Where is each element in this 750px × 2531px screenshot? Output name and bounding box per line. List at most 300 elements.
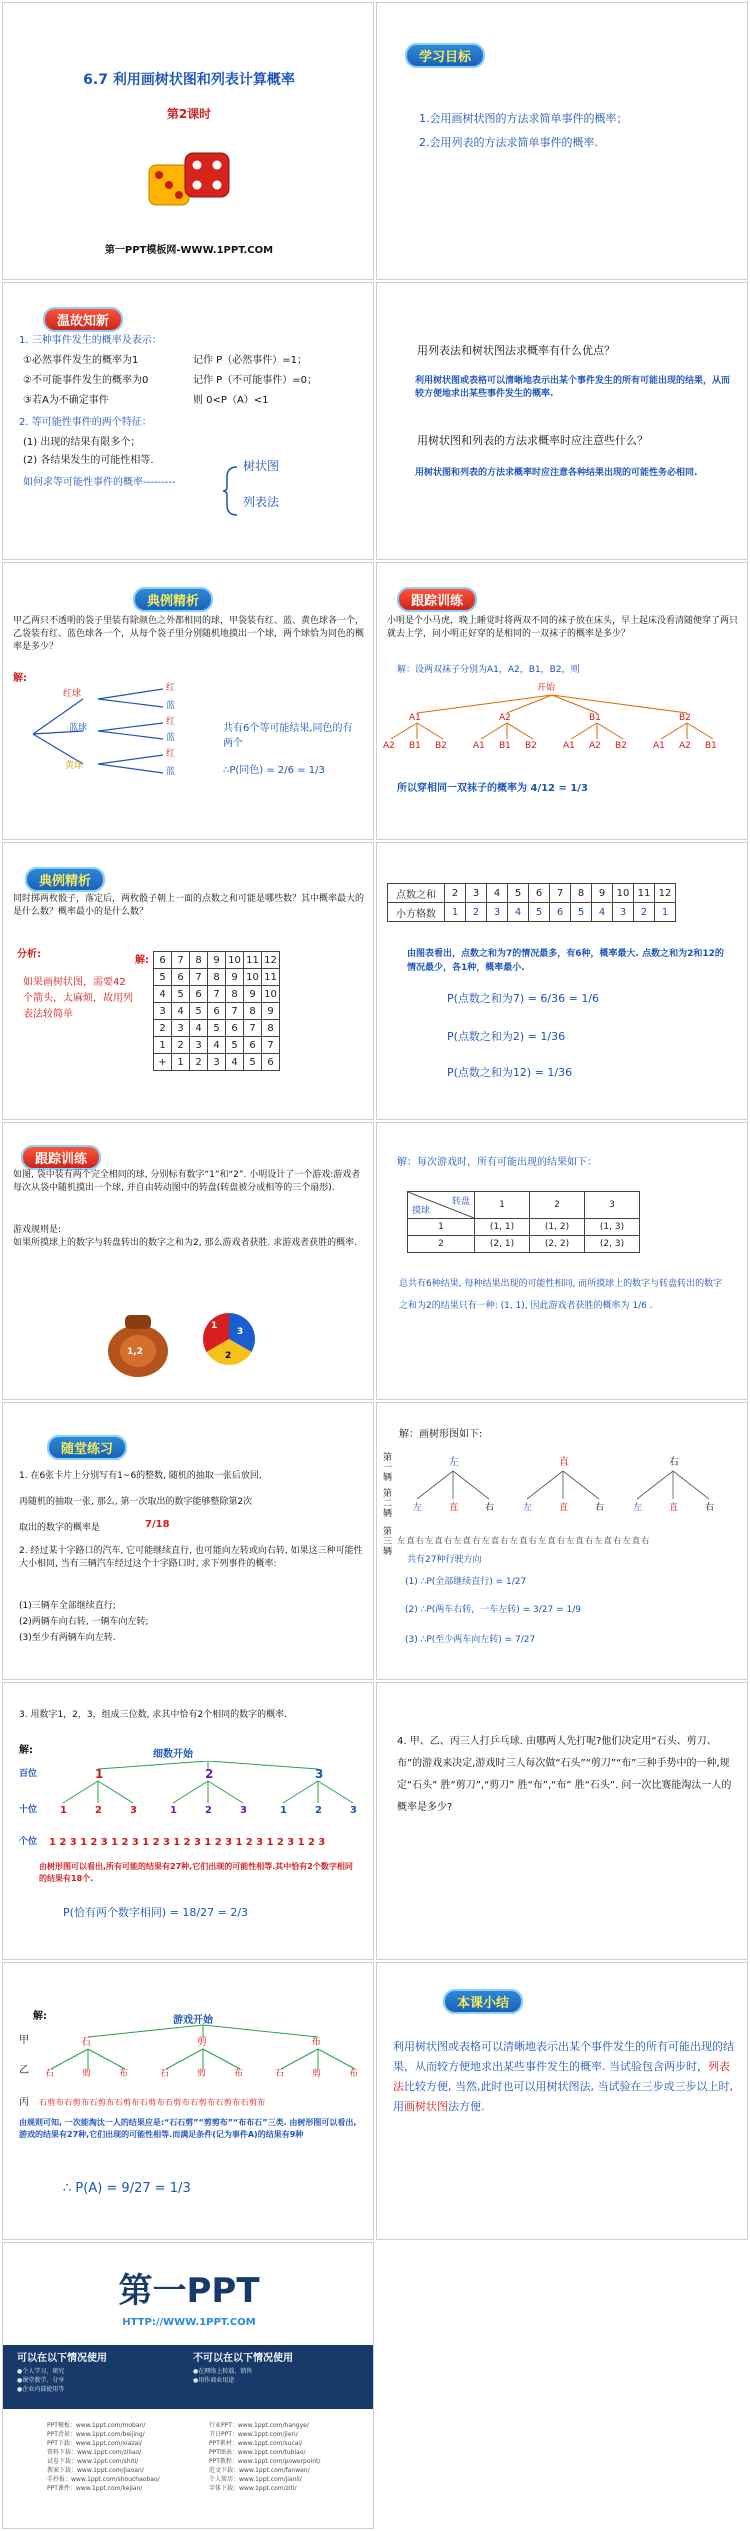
tree-node: 红球 bbox=[63, 689, 82, 699]
tree-node: 2 bbox=[205, 1805, 212, 1816]
resource-link[interactable]: 试卷下载：www.1ppt.com/shiti/ bbox=[47, 2458, 139, 2465]
table-cell: 4 bbox=[592, 903, 613, 922]
slide-16-summary[interactable] bbox=[376, 1962, 748, 2240]
frequency-table bbox=[387, 883, 676, 922]
table-cell: 点数之和 bbox=[388, 884, 445, 903]
event-row-right: 则 0<P（A）<1 bbox=[193, 395, 269, 406]
digits-formula: P(恰有两个数字相同) = 18/27 = 2/3 bbox=[63, 1906, 249, 1919]
analysis-label: 分析: bbox=[17, 949, 41, 960]
table-cell: 10 bbox=[262, 986, 280, 1003]
practice-problem: 小明是个小马虎，晚上睡觉时将两双不同的袜子放在床头，早上起床没看清随便穿了两只就去上学，问小明正好穿的是相同的一双袜子的概率是多少？ bbox=[387, 616, 739, 639]
table-cell: 7 bbox=[172, 952, 190, 969]
col-label: 1 bbox=[475, 1192, 530, 1219]
practice-solution: 解：设两双袜子分别为A1，A2，B1，B2，则 bbox=[397, 665, 580, 675]
table-cell: 7 bbox=[244, 1020, 262, 1037]
tree-intro: 解：画树形图如下: bbox=[399, 1429, 483, 1440]
tree-node: 布 bbox=[234, 2069, 244, 2079]
table-cell: 11 bbox=[634, 884, 655, 903]
slide-3-review[interactable] bbox=[2, 282, 374, 560]
table-cell: 10 bbox=[226, 952, 244, 969]
can-item: ●企业内部使用等 bbox=[17, 2386, 65, 2393]
game-problem: 如图, 袋中装有两个完全相同的球, 分别标有数字“1”和“2”. 小明设计了一个游戏:游戏者每次从袋中随机摸出一个球, 并自由转动图中的转盘(转盘被分成相等的三个扇形). bbox=[13, 1170, 361, 1193]
resource-link[interactable]: PPT模板：www.1ppt.com/moban/ bbox=[47, 2422, 146, 2429]
table-cell: 5 bbox=[226, 1037, 244, 1054]
game-rule: 如果所摸球上的数字与转盘转出的数字之和为2, 那么游戏者获胜. 求游戏者获胜的概率. bbox=[13, 1238, 358, 1248]
slide-8-result[interactable] bbox=[376, 842, 748, 1120]
table-row bbox=[154, 986, 280, 1003]
tree-node: 剪 bbox=[82, 2069, 92, 2079]
goals-banner: 学习目标 bbox=[405, 43, 485, 68]
table-row bbox=[154, 952, 280, 969]
table-cell: 9 bbox=[226, 969, 244, 986]
tree-node: 右 bbox=[669, 1457, 679, 1468]
tree-node: 3 bbox=[315, 1767, 324, 1781]
dice-banner: 典例精析 bbox=[25, 867, 105, 892]
can-item: ●课堂教学、分享 bbox=[17, 2377, 65, 2384]
tree-node: 剪 bbox=[312, 2069, 322, 2079]
table-cell: 2 bbox=[634, 903, 655, 922]
col-label: 2 bbox=[530, 1192, 585, 1219]
table-cell: 3 bbox=[190, 1037, 208, 1054]
table-cell: 5 bbox=[154, 969, 172, 986]
tree-leaf: 蓝 bbox=[166, 701, 176, 711]
table-cell: 4 bbox=[190, 1020, 208, 1037]
empty-area bbox=[376, 2242, 748, 2529]
corner-cell bbox=[408, 1192, 475, 1219]
tree-leaf: 红 bbox=[166, 683, 176, 693]
table-cell: 2 bbox=[466, 903, 487, 922]
outcome-cell: (2, 1) bbox=[475, 1236, 530, 1253]
table-cell: 6 bbox=[262, 1054, 280, 1071]
tree-node: 3 bbox=[130, 1805, 137, 1816]
event-row-right: 记作 P（不可能事件）=0； bbox=[193, 375, 317, 386]
tree-node: 石 bbox=[81, 2037, 91, 2048]
probability-formula: ∴P(同色) = 2/6 = 1/3 bbox=[223, 765, 325, 776]
solution-label: 解: bbox=[13, 673, 27, 684]
tree-node: 直 bbox=[669, 1503, 679, 1513]
exercise-q1c: 取出的数字的概率是 bbox=[19, 1523, 101, 1533]
col-head: 转盘 bbox=[451, 1197, 470, 1207]
tree-leaf: 红 bbox=[166, 749, 176, 759]
table-cell: 1 bbox=[154, 1037, 172, 1054]
cannot-title: 不可以在以下情况使用 bbox=[193, 2353, 293, 2364]
table-cell: 7 bbox=[550, 884, 571, 903]
dice-sum-table bbox=[153, 951, 280, 1071]
table-cell: 6 bbox=[244, 1037, 262, 1054]
tree-node: 石 bbox=[45, 2069, 55, 2079]
table-cell: 10 bbox=[244, 969, 262, 986]
tree-node: 2 bbox=[95, 1805, 102, 1816]
tree-node: 左 bbox=[633, 1503, 643, 1513]
review-heading-2: 2. 等可能性事件的两个特征： bbox=[19, 417, 152, 428]
bag-icon bbox=[103, 1303, 173, 1379]
table-cell: 2 bbox=[445, 884, 466, 903]
tree-leaf: 蓝 bbox=[166, 767, 176, 777]
table-row bbox=[154, 1037, 280, 1054]
table-cell: 5 bbox=[529, 903, 550, 922]
table-cell: 10 bbox=[613, 884, 634, 903]
table-cell: 3 bbox=[466, 884, 487, 903]
table-cell: 2 bbox=[172, 1037, 190, 1054]
tree-node: 布 bbox=[311, 2037, 321, 2048]
outcome-cell: (1, 3) bbox=[585, 1219, 640, 1236]
site-label: 第一PPT模板网-WWW.1PPT.COM bbox=[104, 245, 274, 256]
equation-1: P(点数之和为7) = 6/36 = 1/6 bbox=[447, 992, 600, 1005]
table-cell: 5 bbox=[208, 1020, 226, 1037]
event-row-left: ①必然事件发生的概率为1 bbox=[23, 355, 139, 366]
table-cell: 1 bbox=[172, 1054, 190, 1071]
slide-13-digits[interactable] bbox=[2, 1682, 374, 1960]
table-cell: 12 bbox=[655, 884, 676, 903]
table-cell: 6 bbox=[154, 952, 172, 969]
summary-part: 法方便. bbox=[448, 2100, 485, 2113]
resource-link[interactable]: 资料下载：www.1ppt.com/ziliao/ bbox=[47, 2449, 142, 2456]
table-cell: 4 bbox=[508, 903, 529, 922]
table-cell: 6 bbox=[226, 1020, 244, 1037]
exercise-answer: 7/18 bbox=[145, 1519, 170, 1530]
row-label: 百位 bbox=[19, 1769, 38, 1779]
outcome-cell: (1, 1) bbox=[475, 1219, 530, 1236]
table-cell: 3 bbox=[613, 903, 634, 922]
row-label: 乙 bbox=[19, 2065, 29, 2076]
answer-3: (3) ∴P(至少两车向左转) = 7/27 bbox=[405, 1635, 536, 1645]
slide-10-table[interactable] bbox=[376, 1122, 748, 1400]
rps-solution-label: 解: bbox=[33, 2011, 47, 2022]
summary-highlight: 画树状图 bbox=[404, 2100, 448, 2113]
sector-label: 2 bbox=[225, 1351, 232, 1361]
tree-node: 黄球 bbox=[65, 761, 84, 771]
row-label: 丙 bbox=[19, 2097, 29, 2108]
summary-text bbox=[393, 2037, 738, 2117]
tree-node: 布 bbox=[349, 2069, 359, 2079]
row-label: 1 bbox=[408, 1219, 475, 1236]
table-cell: 2 bbox=[154, 1020, 172, 1037]
event-row-left: ②不可能事件发生的概率为0 bbox=[23, 375, 149, 386]
table-row bbox=[388, 903, 676, 922]
slide-12-tree[interactable] bbox=[376, 1402, 748, 1680]
table-row bbox=[154, 1054, 280, 1071]
sector-label: 3 bbox=[237, 1327, 244, 1337]
col-label: 3 bbox=[585, 1192, 640, 1219]
practice-conclusion: 所以穿相同一双袜子的概率为 4/12 = 1/3 bbox=[397, 783, 588, 794]
table-cell: 9 bbox=[262, 1003, 280, 1020]
sector-label: 1 bbox=[211, 1321, 218, 1331]
slide-6-practice[interactable] bbox=[376, 562, 748, 840]
row-label: 第三辆 bbox=[383, 1527, 393, 1557]
resource-link[interactable]: PPT下载：www.1ppt.com/xiazai/ bbox=[47, 2440, 142, 2447]
tree-node: B2 bbox=[679, 713, 691, 723]
resource-link[interactable]: PPT背景：www.1ppt.com/beijing/ bbox=[47, 2431, 145, 2438]
digits-tree-title: 细数开始 bbox=[153, 1749, 193, 1760]
slide-5-example[interactable] bbox=[2, 562, 374, 840]
method-tree: 树状图 bbox=[243, 459, 280, 473]
outcome-table bbox=[407, 1191, 640, 1253]
tree-node: 右 bbox=[595, 1503, 605, 1513]
tree-node: 1 bbox=[60, 1805, 67, 1816]
slide-2-goals[interactable] bbox=[376, 2, 748, 280]
table-cell: 9 bbox=[244, 986, 262, 1003]
equation-2: P(点数之和为2) = 1/36 bbox=[447, 1030, 566, 1043]
resource-link[interactable]: PPT图表：www.1ppt.com/tubiao/ bbox=[209, 2449, 306, 2456]
table-cell: 8 bbox=[571, 884, 592, 903]
event-row-left: ③若A为不确定事件 bbox=[23, 395, 109, 406]
table-cell: 4 bbox=[487, 884, 508, 903]
tree-leaf: B1 bbox=[705, 741, 717, 751]
tree-node: 左 bbox=[413, 1503, 423, 1513]
digits-note: 由树形图可以看出,所有可能的结果有27种,它们出现的可能性相等.其中恰有2个数字相同的结果有18个. bbox=[39, 1862, 353, 1883]
answer-2: (2) ∴P(两车右转，一车左转) = 3/27 = 1/9 bbox=[405, 1605, 582, 1615]
resource-link[interactable]: 个人简历：www.1ppt.com/jianli/ bbox=[209, 2476, 302, 2483]
table-cell: 4 bbox=[208, 1037, 226, 1054]
exercise-item: (1)三辆车全部继续直行; bbox=[19, 1601, 116, 1611]
review-banner: 温故知新 bbox=[43, 307, 123, 332]
table-cell: 5 bbox=[190, 1003, 208, 1020]
brand-logo: 第一PPT bbox=[118, 2271, 260, 2311]
row-label: 个位 bbox=[19, 1837, 38, 1847]
ones-row: 123123123123123123123123123 bbox=[49, 1837, 329, 1848]
practice-banner: 跟踪训练 bbox=[397, 587, 477, 612]
rps-formula: ∴ P(A) = 9/27 = 1/3 bbox=[63, 2181, 191, 2196]
row-label: 甲 bbox=[19, 2035, 29, 2046]
exercise-q2: 2. 经过某十字路口的汽车, 它可能继续直行, 也可能向左转或向右转, 如果这三种可能性大小相同, 当有三辆汽车经过这个十字路口时, 求下列事件的概率: bbox=[19, 1546, 363, 1569]
example-banner: 典例精析 bbox=[133, 587, 213, 612]
table-cell: 5 bbox=[571, 903, 592, 922]
tree-node: 剪 bbox=[197, 2069, 207, 2079]
tree-leaf-row: 左直右左直右左直右左直右左直右左直右左直右左直右左直右 bbox=[397, 1536, 651, 1545]
table-cell: 4 bbox=[226, 1054, 244, 1071]
cannot-item: ●在网络上转载、销售 bbox=[193, 2368, 253, 2375]
summary-part: 比较方便, 当然,此时也可以用树状图法, 当试验在三步或三步以上时,用 bbox=[393, 2080, 733, 2113]
table-cell: 3 bbox=[208, 1054, 226, 1071]
row-label: 第一辆 bbox=[383, 1453, 393, 1483]
tree-leaf: B2 bbox=[615, 741, 627, 751]
tree-leaf: B1 bbox=[409, 741, 421, 751]
tree-node: 2 bbox=[315, 1805, 322, 1816]
method-question: 如何求等可能性事件的概率--------- bbox=[23, 477, 176, 488]
exercise-banner: 随堂练习 bbox=[47, 1435, 127, 1460]
tree-node: A1 bbox=[409, 713, 421, 723]
exercise-item: (3)至少有两辆车向左转. bbox=[19, 1633, 116, 1643]
table-cell: 1 bbox=[445, 903, 466, 922]
game-conclusion: 总共有6种结果, 每种结果出现的可能性相同, 而所摸球上的数字与转盘转出的数字之和为2的结果只有一种: (1, 1), 因此游戏者获胜的概率为 1/6 . bbox=[399, 1279, 723, 1311]
row-head: 摸球 bbox=[412, 1206, 431, 1216]
question-1: 用列表法和树状图法求概率有什么优点？ bbox=[417, 344, 615, 357]
tree-node: 直 bbox=[449, 1503, 459, 1513]
slide-4-advantages[interactable] bbox=[376, 282, 748, 560]
exercise-item: (2)两辆车向右转, 一辆车向左转; bbox=[19, 1617, 149, 1627]
table-cell: 5 bbox=[508, 884, 529, 903]
game-banner: 跟踪训练 bbox=[21, 1145, 101, 1170]
tree-node: 左 bbox=[523, 1503, 533, 1513]
resource-link[interactable]: PPT素材：www.1ppt.com/sucai/ bbox=[209, 2440, 303, 2447]
lesson-title: 6.7 利用画树状图和列表计算概率 bbox=[83, 72, 295, 88]
table-cell: 6 bbox=[208, 1003, 226, 1020]
table-cell: 7 bbox=[226, 1003, 244, 1020]
slide-1-title[interactable] bbox=[2, 2, 374, 280]
brand-url: HTTP://WWW.1PPT.COM bbox=[122, 2317, 256, 2328]
tree-node: 直 bbox=[559, 1457, 569, 1468]
table-cell: 6 bbox=[550, 903, 571, 922]
tree-total: 共有27种行驶方向 bbox=[407, 1555, 482, 1565]
resource-link[interactable]: 手抄报：www.1ppt.com/shouchaobao/ bbox=[47, 2476, 160, 2483]
summary-banner: 本课小结 bbox=[443, 1989, 523, 2014]
tree-node: 右 bbox=[485, 1503, 495, 1513]
slide-7-dice[interactable] bbox=[2, 842, 374, 1120]
cannot-item: ●用作商业用途 bbox=[193, 2377, 235, 2384]
table-cell: 6 bbox=[172, 969, 190, 986]
table-cell: 8 bbox=[208, 969, 226, 986]
feature-item: (1) 出现的结果有限多个； bbox=[23, 437, 141, 448]
example-problem: 甲乙两只不透明的袋子里装有除颜色之外都相同的球，甲袋装有红、蓝、黄色球各一个，乙袋装有红、蓝色球各一个，从每个袋子里分别随机地摸出一个球，两个球恰为同色的概率是多少？ bbox=[13, 616, 365, 652]
table-cell: 5 bbox=[172, 986, 190, 1003]
tree-node: B1 bbox=[589, 713, 601, 723]
table-intro: 解：每次游戏时，所有可能出现的结果如下： bbox=[397, 1157, 597, 1168]
table-cell: 6 bbox=[190, 986, 208, 1003]
result-note: 共有6个等可能结果,同色的有两个 bbox=[223, 723, 353, 749]
tree-node: 2 bbox=[205, 1767, 214, 1781]
table-cell: 小方格数 bbox=[388, 903, 445, 922]
dice-problem: 同时掷两枚骰子，落定后，两枚骰子朝上一面的点数之和可能是哪些数？其中概率最大的是什么数？概率最小的是什么数？ bbox=[13, 894, 365, 917]
links-right bbox=[209, 2421, 320, 2493]
method-table: 列表法 bbox=[243, 495, 280, 509]
row-label: 2 bbox=[408, 1236, 475, 1253]
tree-node: 右 bbox=[705, 1503, 715, 1513]
tree-node: 1 bbox=[170, 1805, 177, 1816]
tree-leaf: A1 bbox=[563, 741, 575, 751]
answer-1: (1) ∴P(全部继续直行) = 1/27 bbox=[405, 1577, 527, 1587]
slide-14-rps[interactable] bbox=[376, 1682, 748, 1960]
tree-leaf: A2 bbox=[383, 741, 395, 751]
goal-item: 2.会用列表的方法求简单事件的概率. bbox=[419, 136, 598, 149]
dice-icon bbox=[143, 143, 238, 223]
feature-item: (2) 各结果发生的可能性相等. bbox=[23, 455, 154, 466]
digits-solution-label: 解: bbox=[19, 1745, 33, 1756]
table-cell: 8 bbox=[226, 986, 244, 1003]
table-row bbox=[154, 1003, 280, 1020]
can-title: 可以在以下情况使用 bbox=[17, 2353, 107, 2364]
outcome-cell: (1, 2) bbox=[530, 1219, 585, 1236]
tree-leaf: B2 bbox=[435, 741, 447, 751]
table-cell: 8 bbox=[244, 1003, 262, 1020]
rps-tree-title: 游戏开始 bbox=[173, 2015, 213, 2026]
event-row-right: 记作 P（必然事件）=1； bbox=[193, 355, 307, 366]
resource-link[interactable]: PPT教程：www.1ppt.com/powerpoint/ bbox=[209, 2458, 321, 2465]
tree-leaf: 红 bbox=[166, 717, 176, 727]
row-label: 第二辆 bbox=[383, 1489, 393, 1519]
resource-link[interactable]: 字体下载：www.1ppt.com/ziti/ bbox=[209, 2485, 297, 2492]
resource-link[interactable]: 行业PPT：www.1ppt.com/hangye/ bbox=[209, 2422, 309, 2429]
slide-11-exercise[interactable] bbox=[2, 1402, 374, 1680]
result-text: 由图表看出，点数之和为7的情况最多，有6种，概率最大. 点数之和为2和12的情况最少，各1种，概率最小. bbox=[407, 949, 724, 973]
table-cell: 5 bbox=[244, 1054, 262, 1071]
summary-highlight: 列表法 bbox=[393, 2060, 730, 2093]
row-label: 十位 bbox=[19, 1805, 38, 1815]
tree-start: 开始 bbox=[537, 683, 556, 693]
outcome-cell: (2, 2) bbox=[530, 1236, 585, 1253]
table-cell: 7 bbox=[208, 986, 226, 1003]
table-row bbox=[154, 1020, 280, 1037]
tree-node: 石 bbox=[275, 2069, 285, 2079]
table-cell: 7 bbox=[190, 969, 208, 986]
table-cell: 9 bbox=[592, 884, 613, 903]
table-cell: + bbox=[154, 1054, 172, 1071]
tree-node: 石 bbox=[160, 2069, 170, 2079]
equation-3: P(点数之和为12) = 1/36 bbox=[447, 1066, 573, 1079]
question-2: 用树状图和列表的方法求概率时应注意些什么？ bbox=[417, 434, 648, 447]
tree-node: 布 bbox=[119, 2069, 129, 2079]
goal-item: 1.会用画树状图的方法求简单事件的概率； bbox=[419, 112, 628, 125]
rps-note: 由规则可知, 一次能淘汰一人的结果应是:“石石剪”“剪剪布”“布布石”三类. 由树形图可以看出,游戏的结果有27种,它们出现的可能性相等.而满足条件(记为事件A)的结果有9种 bbox=[19, 2118, 357, 2139]
tree-node: 1 bbox=[280, 1805, 287, 1816]
exercise-q1b: 再随机的抽取一张, 那么, 第一次取出的数字能够整除第2次 bbox=[19, 1497, 253, 1507]
brace-icon bbox=[221, 463, 241, 519]
table-cell: 2 bbox=[190, 1054, 208, 1071]
lesson-subtitle: 第2课时 bbox=[166, 107, 212, 121]
tree-leaf: A1 bbox=[653, 741, 665, 751]
outcome-cell: (2, 3) bbox=[585, 1236, 640, 1253]
tree-node: A2 bbox=[499, 713, 511, 723]
tree-leaf: B1 bbox=[499, 741, 511, 751]
table-cell: 12 bbox=[262, 952, 280, 969]
table-cell: 3 bbox=[172, 1020, 190, 1037]
ball-label: 1,2 bbox=[127, 1347, 143, 1357]
exercise-q1a: 1. 在6张卡片上分别写有1~6的整数, 随机的抽取一张后放回, bbox=[19, 1471, 262, 1481]
slide-9-game[interactable] bbox=[2, 1122, 374, 1400]
can-item: ●个人学习、研究 bbox=[17, 2368, 65, 2375]
tree-leaf: B2 bbox=[525, 741, 537, 751]
usage-bar bbox=[3, 2345, 374, 2409]
table-cell: 4 bbox=[154, 986, 172, 1003]
table-cell: 11 bbox=[262, 969, 280, 986]
analysis-text: 如果画树状图，需要42个箭头，太麻烦，故用列表法较简单 bbox=[23, 977, 133, 1020]
tree-node: 1 bbox=[95, 1767, 104, 1781]
table-cell: 4 bbox=[172, 1003, 190, 1020]
tree-leaf: 蓝 bbox=[166, 733, 176, 743]
tree-leaf: A2 bbox=[679, 741, 691, 751]
table-cell: 7 bbox=[262, 1037, 280, 1054]
table-row bbox=[388, 884, 676, 903]
rps-leaf-row: 石剪布石剪布石剪布石剪布石剪布石剪布石剪布石剪布石剪布 bbox=[39, 2098, 266, 2107]
table-cell: 11 bbox=[244, 952, 262, 969]
resource-link[interactable]: PPT课件：www.1ppt.com/kejian/ bbox=[47, 2485, 143, 2492]
slide-15-rps-tree[interactable] bbox=[2, 1962, 374, 2240]
tree-node: 蓝球 bbox=[69, 723, 88, 733]
summary-part: 利用树状图或表格可以清晰地表示出某个事件发生的所有可能出现的结果，从而较方便地求出某些事件发生的概率. 当试验包含两步时， bbox=[393, 2040, 734, 2073]
dice-solution-label: 解: bbox=[135, 955, 149, 966]
slide-17-copyright[interactable] bbox=[2, 2242, 374, 2529]
answer-2: 用树状图和列表的方法求概率时应注意各种结果出现的可能性务必相同. bbox=[415, 468, 698, 478]
game-rule-title: 游戏规则是: bbox=[13, 1225, 62, 1235]
rps-problem: 4. 甲、乙、丙三人打乒乓球. 由哪两人先打呢?他们决定用“石头、剪刀、布”的游戏来决定,游戏时三人每次做“石头”“剪刀”“布”三种手势中的一种,规定“石头” 胜“剪刀”,“剪刀” 胜“布”,“布” 胜“石头”. 问一次比赛能淘汰一人的概率是多少? bbox=[397, 1736, 732, 1813]
table-cell: 9 bbox=[208, 952, 226, 969]
table-row bbox=[154, 969, 280, 986]
tree-node: 左 bbox=[449, 1457, 459, 1468]
resource-link[interactable]: 范文下载：www.1ppt.com/fanwen/ bbox=[209, 2467, 310, 2474]
links-left bbox=[47, 2421, 160, 2493]
resource-link[interactable]: 节日PPT：www.1ppt.com/jieri/ bbox=[209, 2431, 298, 2438]
tree-node: 3 bbox=[350, 1805, 357, 1816]
resource-link[interactable]: 教案下载：www.1ppt.com/jiaoan/ bbox=[47, 2467, 144, 2474]
table-cell: 6 bbox=[529, 884, 550, 903]
table-cell: 8 bbox=[262, 1020, 280, 1037]
table-cell: 3 bbox=[487, 903, 508, 922]
tree-node: 直 bbox=[559, 1503, 569, 1513]
tree-leaf: A1 bbox=[473, 741, 485, 751]
table-cell: 1 bbox=[655, 903, 676, 922]
tree-leaf: A2 bbox=[589, 741, 601, 751]
tree-node: 剪 bbox=[197, 2037, 207, 2048]
digits-problem: 3. 用数字1，2，3，组成三位数, 求其中恰有2个相同的数字的概率. bbox=[19, 1710, 287, 1720]
